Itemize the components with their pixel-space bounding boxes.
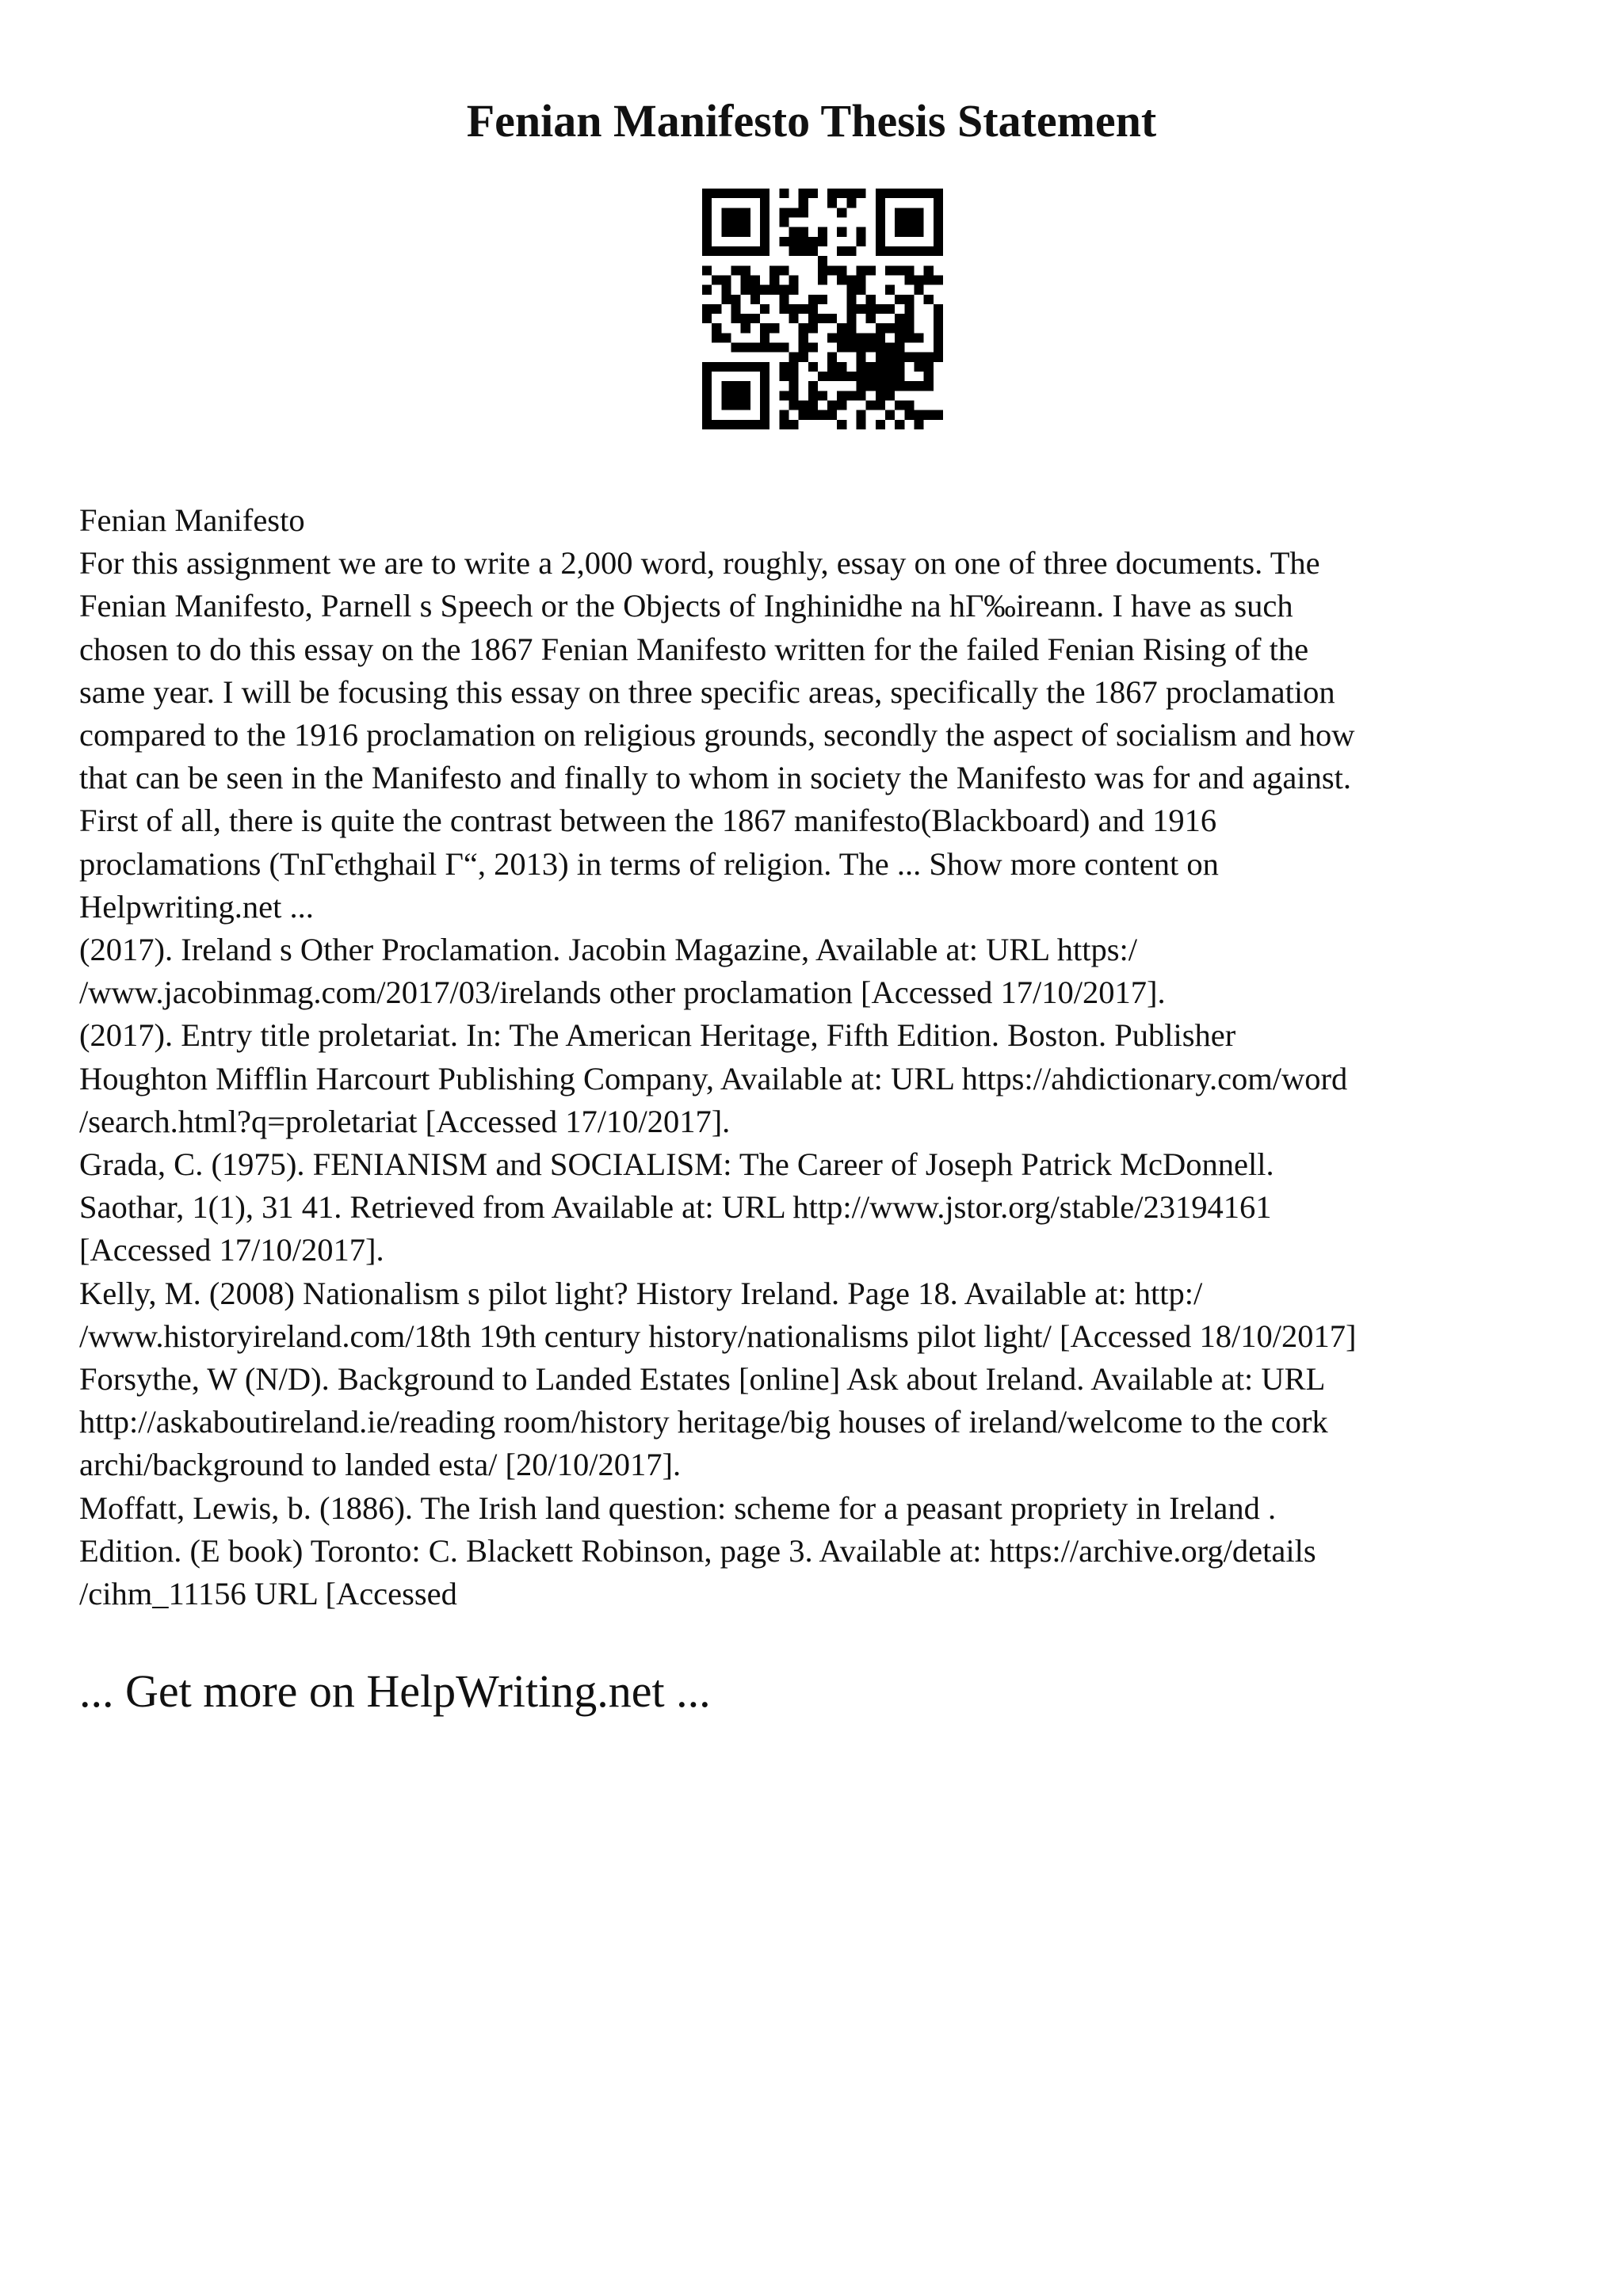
reference-line: Edition. (E book) Toronto: C. Blackett Robinson, page 3. Available at: https://archive.org/details [79,1532,1316,1569]
get-more-link-text: ... Get more on HelpWriting.net ... [79,1665,711,1717]
reference-line: Saothar, 1(1), 31 41. Retrieved from Available at: URL http://www.jstor.org/stable/23194161 [79,1189,1272,1226]
body-line: First of all, there is quite the contrast between the 1867 manifesto(Blackboard) and 1916 [79,803,1217,839]
body-line: proclamations (TnΓєthghail Γ“, 2013) in terms of religion. The ... Show more content on [79,845,1219,882]
body-line: Fenian Manifesto, Parnell s Speech or the Objects of Inghinidhe na hΓ‰ireann. I have as such [79,588,1293,624]
reference-line: http://askaboutireland.ie/reading room/history heritage/big houses of ireland/welcome to the cork [79,1404,1328,1440]
reference-line: Grada, C. (1975). FENIANISM and SOCIALISM: The Career of Joseph Patrick McDonnell. [79,1146,1274,1183]
reference-line: /search.html?q=proletariat [Accessed 17/10/2017]. [79,1103,731,1139]
body-line: compared to the 1916 proclamation on religious grounds, secondly the aspect of socialism and how [79,717,1355,753]
qr-code-icon [702,189,943,429]
reference-line: /cihm_11156 URL [Accessed [79,1576,457,1612]
reference-line: archi/background to landed esta/ [20/10/2017]. [79,1447,682,1483]
reference-line: Forsythe, W (N/D). Background to Landed Estates [online] Ask about Ireland. Available at: URL [79,1361,1326,1398]
document-body [79,499,1569,1615]
body-line: Fenian Manifesto [79,502,305,538]
body-line: Helpwriting.net ... [79,888,314,925]
reference-line: (2017). Entry title proletariat. In: The American Heritage, Fifth Edition. Boston. Publisher [79,1017,1236,1054]
reference-line: (2017). Ireland s Other Proclamation. Jacobin Magazine, Available at: URL https:/ [79,932,1138,968]
reference-line: /www.jacobinmag.com/2017/03/irelands other proclamation [Accessed 17/10/2017]. [79,974,1166,1011]
reference-line: Kelly, M. (2008) Nationalism s pilot light? History Ireland. Page 18. Available at: http:/ [79,1275,1203,1311]
reference-line: /www.historyireland.com/18th 19th century history/nationalisms pilot light/ [Accessed 18/10/2017] [79,1318,1357,1354]
body-line: chosen to do this essay on the 1867 Fenian Manifesto written for the failed Fenian Rising of the [79,631,1309,667]
body-line: same year. I will be focusing this essay on three specific areas, specifically the 1867 proclamation [79,673,1335,710]
reference-line: [Accessed 17/10/2017]. [79,1232,384,1268]
body-line: For this assignment we are to write a 2,000 word, roughly, essay on one of three documents. The [79,545,1320,582]
reference-line: Moffatt, Lewis, b. (1886). The Irish land question: scheme for a peasant propriety in Ireland . [79,1489,1277,1526]
reference-line: Houghton Mifflin Harcourt Publishing Company, Available at: URL https://ahdictionary.com/word [79,1060,1348,1097]
body-line: that can be seen in the Manifesto and finally to whom in society the Manifesto was for and against. [79,760,1351,796]
document-title: Fenian Manifesto Thesis Statement [466,95,1157,147]
